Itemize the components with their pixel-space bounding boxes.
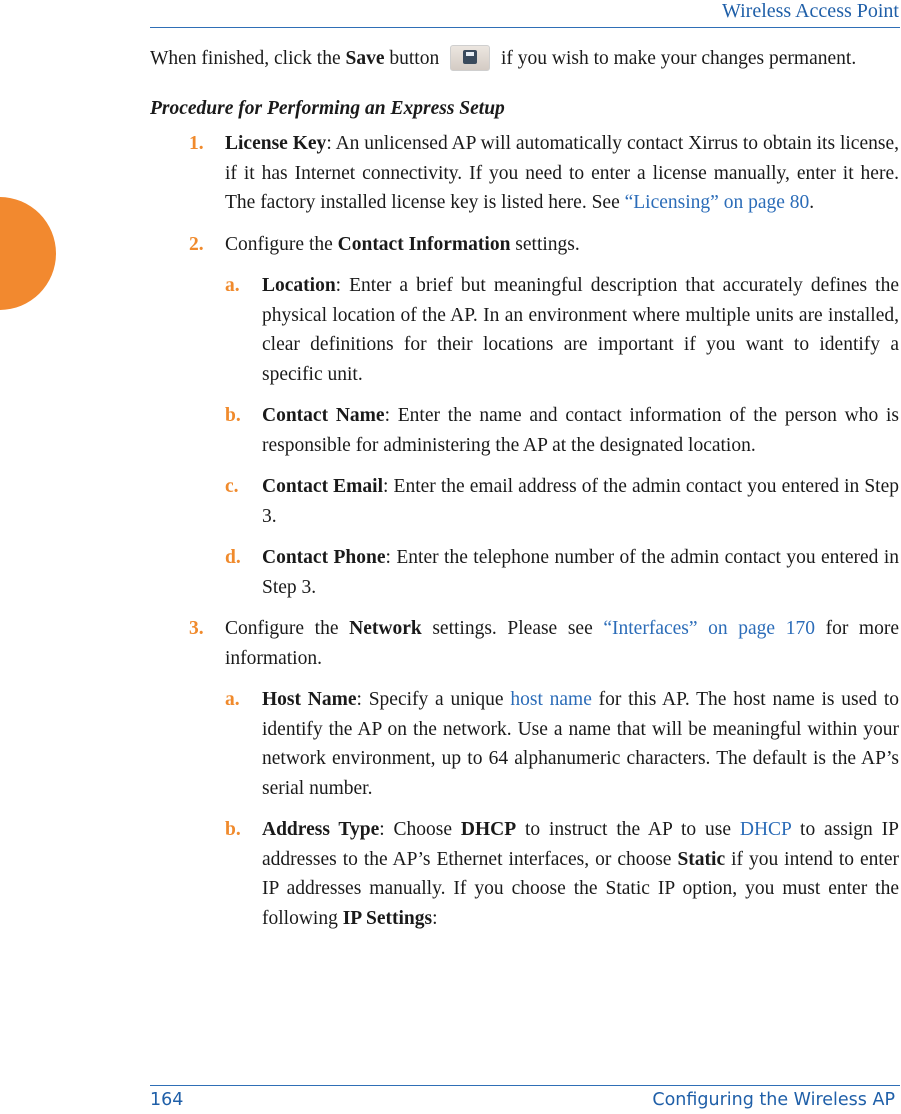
footer-rule (150, 1085, 900, 1086)
save-label: Save (345, 48, 385, 69)
substep-host-name: a. Host Name: Specify a unique host name for this AP. The host name is used to identify the AP on the network. Use a name that will be meaningful within your network environment, up to 64 alphanumeric characters. The default is the AP’s serial number. (150, 685, 899, 803)
page-body (150, 44, 899, 945)
substep-letter: a. (225, 689, 240, 710)
substep-letter: c. (225, 476, 239, 497)
intro-paragraph: When finished, click the Save button if you wish to make your changes permanent. (150, 44, 899, 74)
substep-location: a. Location: Enter a brief but meaningful description that accurately defines the physical location of the AP. In an environment where multiple units are installed, clear definitions for their locations are important if you want to identify a specific unit. (150, 271, 899, 389)
header-rule (150, 27, 900, 28)
step-contact-information: 2. Configure the Contact Information settings. (150, 230, 899, 260)
substep-letter: b. (225, 405, 241, 426)
substep-contact-name: b. Contact Name: Enter the name and contact information of the person who is responsible for administering the AP at the designated location. (150, 401, 899, 460)
footer-section-title: Configuring the Wireless AP (652, 1090, 895, 1110)
step-license-key: 1. License Key: An unlicensed AP will automatically contact Xirrus to obtain its license, if it has Internet connectivity. If you need to enter a license manually, enter it here. The factory installed license key is listed here. See “Licensing” on page 80. (150, 129, 899, 218)
step-number: 2. (189, 233, 204, 255)
substep-contact-email: c. Contact Email: Enter the email address of the admin contact you entered in Step 3. (150, 472, 899, 531)
licensing-link[interactable]: “Licensing” on page 80 (624, 192, 810, 213)
host-name-link[interactable]: host name (510, 689, 592, 710)
step-network: 3. Configure the Network settings. Please see “Interfaces” on page 170 for more information. (150, 614, 899, 673)
interfaces-link[interactable]: “Interfaces” on page 170 (603, 618, 815, 639)
save-icon (450, 45, 490, 71)
dhcp-link[interactable]: DHCP (739, 819, 792, 840)
substep-letter: d. (225, 547, 241, 568)
substep-contact-phone: d. Contact Phone: Enter the telephone number of the admin contact you entered in Step 3. (150, 543, 899, 602)
procedure-heading: Procedure for Performing an Express Setup (150, 97, 505, 119)
substep-letter: a. (225, 275, 240, 296)
step-number: 3. (189, 618, 204, 639)
page-number: 164 (150, 1090, 184, 1110)
running-header-title: Wireless Access Point (722, 0, 899, 22)
substep-letter: b. (225, 819, 241, 840)
substep-address-type: b. Address Type: Choose DHCP to instruct the AP to use DHCP to assign IP addresses to the AP’s Ethernet interfaces, or choose Static if you intend to enter IP addresses manually. If you choose the Static IP option, you must enter the following IP Settings: (150, 815, 899, 933)
chapter-side-tab (0, 197, 56, 310)
step-number: 1. (189, 133, 204, 154)
